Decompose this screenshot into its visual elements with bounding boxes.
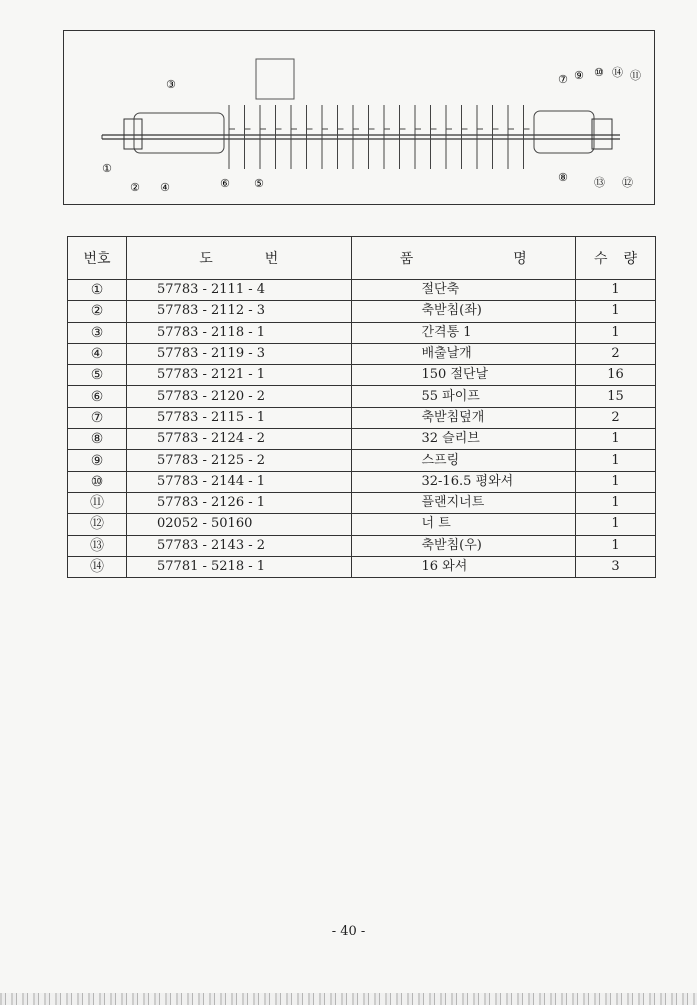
figure-callout: ② [130, 181, 140, 194]
cell-drawing-number: 57783 - 2111 - 4 [127, 280, 352, 301]
cell-quantity: 2 [576, 407, 656, 428]
cell-drawing-number: 57783 - 2121 - 1 [127, 365, 352, 386]
header-drawing-left: 도 [199, 251, 213, 267]
cell-drawing-number: 57783 - 2119 - 3 [127, 343, 352, 364]
table-row [68, 365, 656, 386]
cell-no: ⑨ [68, 450, 127, 471]
header-name [351, 237, 576, 280]
table-row [68, 429, 656, 450]
cell-quantity: 1 [576, 280, 656, 301]
cell-part-name: 55 파이프 [351, 386, 576, 407]
parts-table [67, 236, 656, 578]
assembly-figure [63, 30, 655, 205]
parts-table-body [68, 280, 656, 578]
cell-no: ③ [68, 322, 127, 343]
cell-no: ⑧ [68, 429, 127, 450]
table-row [68, 386, 656, 407]
cell-no: ⑬ [68, 535, 127, 556]
figure-callout: ⑪ [630, 69, 641, 82]
figure-callout: ③ [166, 78, 176, 91]
cell-no: ⑦ [68, 407, 127, 428]
cell-drawing-number: 57783 - 2144 - 1 [127, 471, 352, 492]
cell-quantity: 1 [576, 450, 656, 471]
table-row [68, 450, 656, 471]
cell-part-name: 너 트 [351, 514, 576, 535]
figure-callout: ⑬ [594, 176, 605, 189]
cell-part-name: 32-16.5 평와셔 [351, 471, 576, 492]
cell-no: ④ [68, 343, 127, 364]
cell-quantity: 1 [576, 322, 656, 343]
cell-drawing-number: 02052 - 50160 [127, 514, 352, 535]
table-row [68, 514, 656, 535]
cell-drawing-number: 57783 - 2143 - 2 [127, 535, 352, 556]
header-drawing-right: 번 [264, 251, 279, 267]
figure-callout: ④ [160, 181, 170, 194]
cell-drawing-number: 57781 - 5218 - 1 [127, 556, 352, 577]
table-row [68, 280, 656, 301]
cell-drawing-number: 57783 - 2112 - 3 [127, 301, 352, 322]
cell-part-name: 축받침(우) [351, 535, 576, 556]
cell-quantity: 16 [576, 365, 656, 386]
page-number: - 40 - [331, 924, 366, 939]
table-row [68, 301, 656, 322]
figure-callout: ⑫ [622, 176, 633, 189]
cell-quantity: 1 [576, 535, 656, 556]
cell-no: ⑫ [68, 514, 127, 535]
cell-quantity: 1 [576, 492, 656, 513]
figure-callout: ⑩ [594, 66, 604, 79]
cell-part-name: 축받침(좌) [351, 301, 576, 322]
table-row [68, 535, 656, 556]
header-qty [576, 237, 656, 280]
table-row [68, 322, 656, 343]
table-row [68, 492, 656, 513]
cell-part-name: 플랜지너트 [351, 492, 576, 513]
cell-quantity: 1 [576, 514, 656, 535]
figure-callout: ⑤ [254, 177, 264, 190]
cell-part-name: 축받침덮개 [351, 407, 576, 428]
cutter-shaft-drawing [64, 31, 656, 206]
header-drawing [127, 237, 352, 280]
cell-drawing-number: 57783 - 2118 - 1 [127, 322, 352, 343]
scan-edge-strip [0, 993, 697, 1005]
table-row [68, 343, 656, 364]
cell-part-name: 스프링 [351, 450, 576, 471]
cell-no: ⑭ [68, 556, 127, 577]
cell-quantity: 3 [576, 556, 656, 577]
cell-no: ⑩ [68, 471, 127, 492]
cell-part-name: 배출날개 [351, 343, 576, 364]
figure-callout: ⑥ [220, 177, 230, 190]
cell-part-name: 절단축 [351, 280, 576, 301]
cell-quantity: 1 [576, 301, 656, 322]
header-name-right: 명 [513, 251, 527, 267]
cell-quantity: 1 [576, 471, 656, 492]
cell-drawing-number: 57783 - 2124 - 2 [127, 429, 352, 450]
cell-part-name: 150 절단날 [351, 365, 576, 386]
figure-callout: ⑭ [612, 66, 623, 79]
cell-no: ② [68, 301, 127, 322]
cell-drawing-number: 57783 - 2120 - 2 [127, 386, 352, 407]
header-qty-right: 량 [623, 251, 638, 267]
figure-callout: ⑦ [558, 73, 568, 86]
table-row [68, 471, 656, 492]
figure-callout: ① [102, 162, 112, 175]
cell-no: ⑤ [68, 365, 127, 386]
cell-quantity: 1 [576, 429, 656, 450]
cell-quantity: 15 [576, 386, 656, 407]
figure-callout: ⑨ [574, 69, 584, 82]
cell-no: ⑪ [68, 492, 127, 513]
header-name-left: 품 [399, 251, 414, 267]
table-header-row [68, 237, 656, 280]
cell-part-name: 16 와셔 [351, 556, 576, 577]
cell-drawing-number: 57783 - 2115 - 1 [127, 407, 352, 428]
cell-no: ① [68, 280, 127, 301]
cell-drawing-number: 57783 - 2125 - 2 [127, 450, 352, 471]
cell-no: ⑥ [68, 386, 127, 407]
header-no: 번호 [68, 237, 127, 280]
figure-callout: ⑧ [558, 171, 568, 184]
cell-part-name: 간격통 1 [351, 322, 576, 343]
cell-quantity: 2 [576, 343, 656, 364]
cell-part-name: 32 슬리브 [351, 429, 576, 450]
header-qty-left: 수 [593, 251, 608, 267]
cell-drawing-number: 57783 - 2126 - 1 [127, 492, 352, 513]
table-row [68, 556, 656, 577]
table-row [68, 407, 656, 428]
